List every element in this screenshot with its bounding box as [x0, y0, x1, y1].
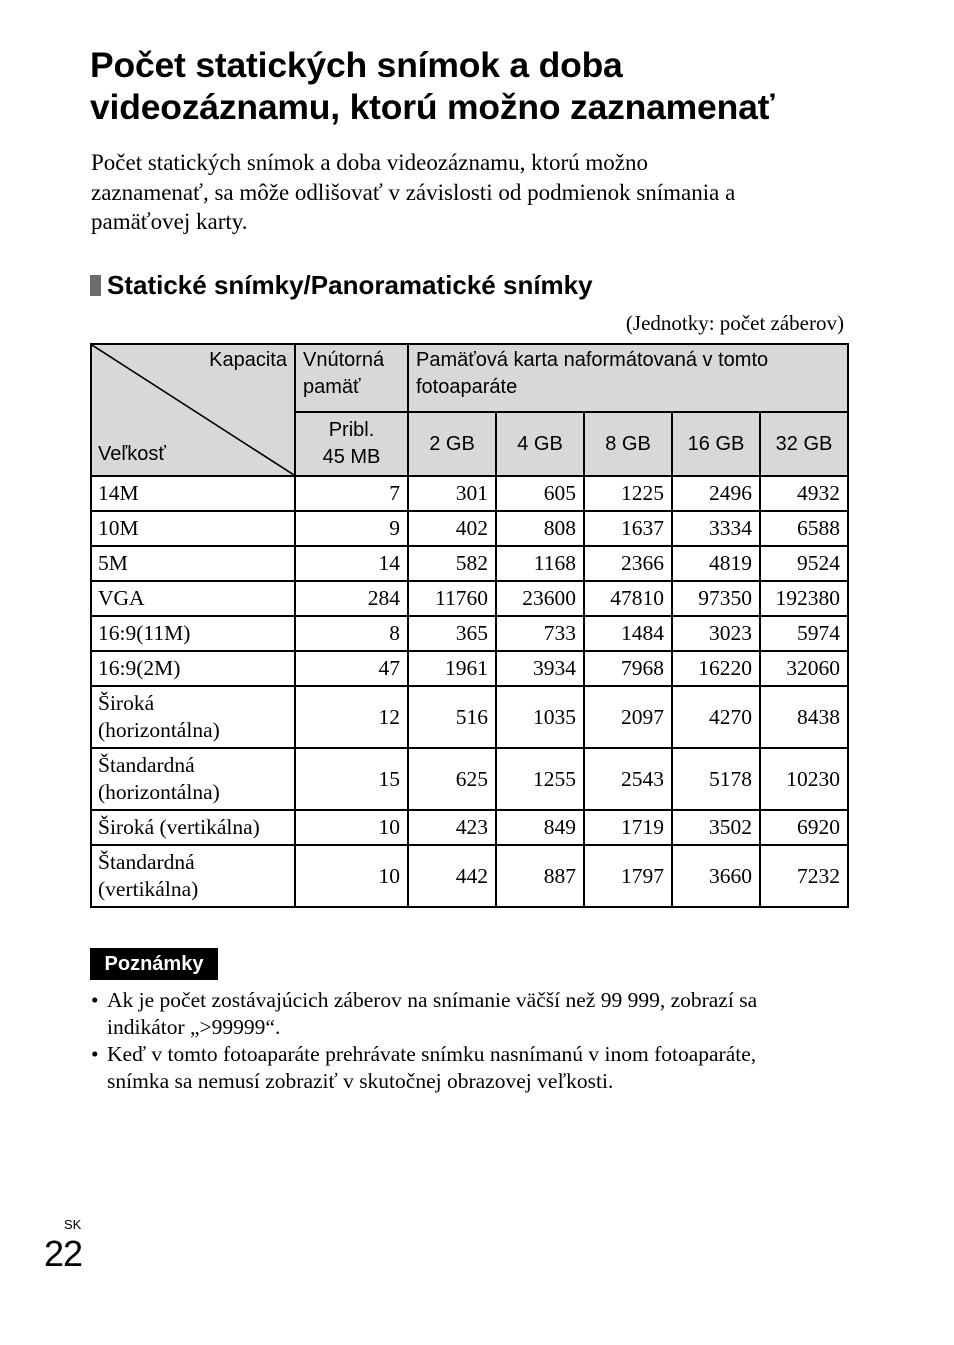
corner-size-label: Veľkosť: [98, 443, 166, 465]
table-cell: 887: [496, 845, 584, 907]
table-cell: 1961: [408, 651, 496, 686]
table-cell: 5974: [760, 616, 848, 651]
table-cell: 9: [295, 511, 408, 546]
table-cell: 10230: [760, 748, 848, 810]
table-cell: 47810: [584, 581, 672, 616]
row-label: [91, 810, 295, 845]
capacity-table: [90, 343, 849, 908]
table-cell: 16220: [672, 651, 760, 686]
table-cell: 423: [408, 810, 496, 845]
bullet-icon: •: [91, 1042, 99, 1066]
header-line: 45 MB: [322, 446, 381, 468]
table-cell: 4932: [760, 476, 848, 511]
table-cell: 2543: [584, 748, 672, 810]
note-line: Keď v tomto fotoaparáte prehrávate snímku nasnímanú v inom fotoaparáte,: [107, 1042, 757, 1066]
row-label: [91, 616, 295, 651]
table-row: [91, 845, 848, 907]
row-label-line: VGA: [98, 586, 145, 610]
table-cell: 1255: [496, 748, 584, 810]
table-cell: 6920: [760, 810, 848, 845]
row-label: [91, 581, 295, 616]
row-label-line: 5M: [98, 551, 128, 575]
table-cell: 365: [408, 616, 496, 651]
page-title: [90, 44, 890, 128]
table-cell: 808: [496, 511, 584, 546]
table-cell: 23600: [496, 581, 584, 616]
row-label: [91, 546, 295, 581]
table-cell: 8: [295, 616, 408, 651]
row-label: [91, 845, 295, 907]
table-cell: 7968: [584, 651, 672, 686]
row-label-line: (horizontálna): [98, 718, 220, 742]
row-label: [91, 651, 295, 686]
notes-list: [91, 987, 851, 1095]
table-cell: 301: [408, 476, 496, 511]
row-label: [91, 476, 295, 511]
header-line: Pamäťová karta naformátovaná v tomto: [416, 349, 769, 371]
table-row: [91, 581, 848, 616]
table-header-row: [91, 344, 848, 412]
table-row: [91, 546, 848, 581]
table-cell: 3023: [672, 616, 760, 651]
table-cell: 6588: [760, 511, 848, 546]
table-cell: 12: [295, 686, 408, 748]
header-line: Pribl.: [328, 419, 375, 441]
list-item: [91, 1041, 851, 1095]
section-marker-icon: [90, 275, 101, 296]
table-cell: 2097: [584, 686, 672, 748]
language-code: SK: [64, 1217, 82, 1232]
capacity-header: 8 GB: [584, 412, 672, 476]
table-cell: 7: [295, 476, 408, 511]
table-cell: 4819: [672, 546, 760, 581]
section-heading-text: Statické snímky/Panoramatické snímky: [107, 270, 593, 300]
row-label-line: 16:9(2M): [98, 656, 181, 680]
table-cell: 3934: [496, 651, 584, 686]
table-cell: 192380: [760, 581, 848, 616]
table-row: [91, 616, 848, 651]
table-row: [91, 748, 848, 810]
table-cell: 8438: [760, 686, 848, 748]
table-cell: 442: [408, 845, 496, 907]
intro-line: zaznamenať, sa môže odlišovať v závislosti od podmienok snímania a: [91, 179, 736, 205]
table-cell: 2366: [584, 546, 672, 581]
row-label-line: 16:9(11M): [98, 621, 191, 645]
table-cell: 10: [295, 810, 408, 845]
table-cell: 14: [295, 546, 408, 581]
table-row: [91, 476, 848, 511]
row-label: [91, 748, 295, 810]
table-cell: 3502: [672, 810, 760, 845]
header-line: pamäť: [303, 376, 361, 398]
list-item: [91, 987, 851, 1041]
row-label-line: (vertikálna): [98, 877, 199, 901]
row-label-line: (horizontálna): [98, 780, 220, 804]
table-row: [91, 686, 848, 748]
table-cell: 5178: [672, 748, 760, 810]
table-row: [91, 810, 848, 845]
header-line: fotoaparáte: [416, 376, 518, 398]
page-number: 22: [44, 1233, 83, 1274]
row-label: [91, 686, 295, 748]
row-label-line: Široká: [98, 691, 155, 715]
table-cell: 1797: [584, 845, 672, 907]
header-line: Vnútorná: [303, 349, 385, 371]
title-line: videozáznamu, ktorú možno zaznamenať: [90, 87, 775, 127]
table-cell: 3660: [672, 845, 760, 907]
memory-card-header: [408, 344, 848, 412]
row-label-line: Štandardná: [98, 850, 195, 874]
table-row: [91, 651, 848, 686]
table-cell: 4270: [672, 686, 760, 748]
intro-line: pamäťovej karty.: [91, 209, 248, 234]
table-cell: 1637: [584, 511, 672, 546]
corner-cell: [91, 344, 295, 476]
intro-line: Počet statických snímok a doba videozáznamu, ktorú možno: [91, 150, 648, 175]
row-label-line: 14M: [98, 481, 139, 505]
table-cell: 582: [408, 546, 496, 581]
table-cell: 1035: [496, 686, 584, 748]
intro-paragraph: [91, 148, 851, 237]
table-cell: 11760: [408, 581, 496, 616]
table-cell: 2496: [672, 476, 760, 511]
row-label-line: 10M: [98, 516, 139, 540]
row-label-line: Štandardná: [98, 753, 195, 777]
table-cell: 1719: [584, 810, 672, 845]
units-note: (Jednotky: počet záberov): [625, 311, 844, 335]
approx-header: [295, 412, 408, 476]
table-cell: 47: [295, 651, 408, 686]
notes-badge: Poznámky: [90, 948, 218, 980]
bullet-icon: •: [91, 988, 99, 1012]
table-cell: 625: [408, 748, 496, 810]
table-cell: 32060: [760, 651, 848, 686]
capacity-header: 4 GB: [496, 412, 584, 476]
capacity-header: 2 GB: [408, 412, 496, 476]
row-label: [91, 511, 295, 546]
table-cell: 3334: [672, 511, 760, 546]
capacity-header: 16 GB: [672, 412, 760, 476]
table-cell: 15: [295, 748, 408, 810]
table-cell: 97350: [672, 581, 760, 616]
table-cell: 9524: [760, 546, 848, 581]
table-cell: 1484: [584, 616, 672, 651]
table-cell: 1225: [584, 476, 672, 511]
table-cell: 733: [496, 616, 584, 651]
row-label-line: Široká (vertikálna): [98, 815, 260, 839]
table-cell: 10: [295, 845, 408, 907]
capacity-header: 32 GB: [760, 412, 848, 476]
table-cell: 516: [408, 686, 496, 748]
note-line: snímka sa nemusí zobraziť v skutočnej obrazovej veľkosti.: [107, 1069, 614, 1093]
table-cell: 1168: [496, 546, 584, 581]
internal-memory-header: [295, 344, 408, 412]
note-line: Ak je počet zostávajúcich záberov na snímanie väčší než 99 999, zobrazí sa: [107, 988, 758, 1012]
corner-capacity-label: Kapacita: [209, 349, 287, 371]
section-heading: [90, 268, 593, 302]
title-line: Počet statických snímok a doba: [90, 45, 623, 85]
table-cell: 849: [496, 810, 584, 845]
note-line: indikátor „>99999“.: [107, 1015, 281, 1039]
table-cell: 605: [496, 476, 584, 511]
table-cell: 7232: [760, 845, 848, 907]
table-cell: 402: [408, 511, 496, 546]
table-cell: 284: [295, 581, 408, 616]
table-row: [91, 511, 848, 546]
